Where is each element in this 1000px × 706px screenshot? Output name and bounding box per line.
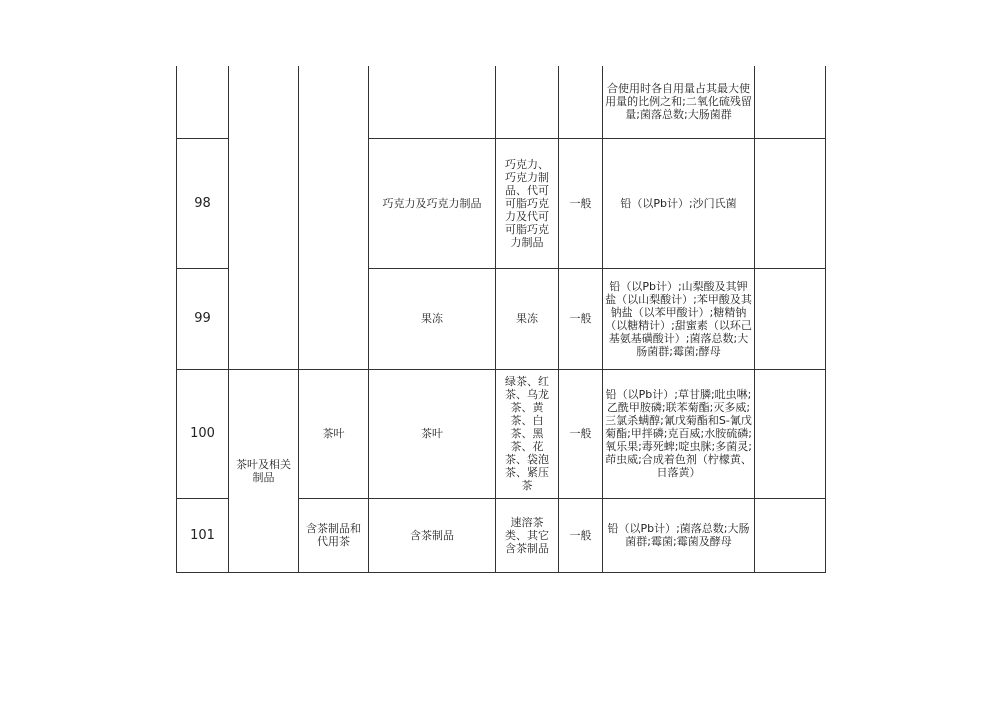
product-cell: 巧克力及巧克力制品 [369,138,496,268]
class-cell: 一般 [559,268,603,369]
class-cell: 一般 [559,369,603,498]
table-row [177,66,826,138]
subcategory-cell-continued [299,66,369,369]
class-cell: 一般 [559,498,603,572]
category-cell: 茶叶及相关制品 [229,369,299,572]
class-cell: 一般 [559,138,603,268]
subcategory-cell: 茶叶 [299,369,369,498]
standard-cell: 铅（以Pb计）;草甘膦;吡虫啉;乙酰甲胺磷;联苯菊酯;灭多威;三氯杀螨醇;氰戊菊酯和S-氰戊菊酯;甲拌磷;克百威;水胺硫磷;氧乐果;毒死蜱;啶虫脒;多菌灵;茚虫威;合成着色剂（柠檬黄、日落黄） [603,369,755,498]
row-number-cell [177,66,229,138]
standard-cell: 铅（以Pb计）;山梨酸及其钾盐（以山梨酸计）;苯甲酸及其钠盐（以苯甲酸计）;糖精钠（以糖精计）;甜蜜素（以环己基氨基磺酸计）;菌落总数;大肠菌群;霉菌;酵母 [603,268,755,369]
row-number-cell: 101 [177,498,229,572]
notes-cell [755,369,826,498]
product-cell: 果冻 [369,268,496,369]
notes-cell [755,268,826,369]
notes-cell [755,498,826,572]
row-number-cell: 100 [177,369,229,498]
detail-cell: 果冻 [496,268,559,369]
product-cell: 茶叶 [369,369,496,498]
product-cell: 含茶制品 [369,498,496,572]
standard-cell: 合使用时各自用量占其最大使用量的比例之和;二氧化硫残留量;菌落总数;大肠菌群 [603,66,755,138]
category-cell-continued [229,66,299,369]
notes-cell [755,66,826,138]
notes-cell [755,138,826,268]
row-number-cell: 98 [177,138,229,268]
detail-cell: 巧克力、巧克力制品、代可可脂巧克力及代可可脂巧克力制品 [496,138,559,268]
product-cell [369,66,496,138]
row-number-cell: 99 [177,268,229,369]
class-cell [559,66,603,138]
subcategory-cell: 含茶制品和代用茶 [299,498,369,572]
detail-cell: 绿茶、红茶、乌龙茶、黄茶、白茶、黑茶、花茶、袋泡茶、紧压茶 [496,369,559,498]
standard-cell: 铅（以Pb计）;菌落总数;大肠菌群;霉菌;霉菌及酵母 [603,498,755,572]
table-row [177,369,826,498]
inspection-standards-table [176,66,826,573]
standard-cell: 铅（以Pb计）;沙门氏菌 [603,138,755,268]
detail-cell [496,66,559,138]
detail-cell: 速溶茶类、其它含茶制品 [496,498,559,572]
